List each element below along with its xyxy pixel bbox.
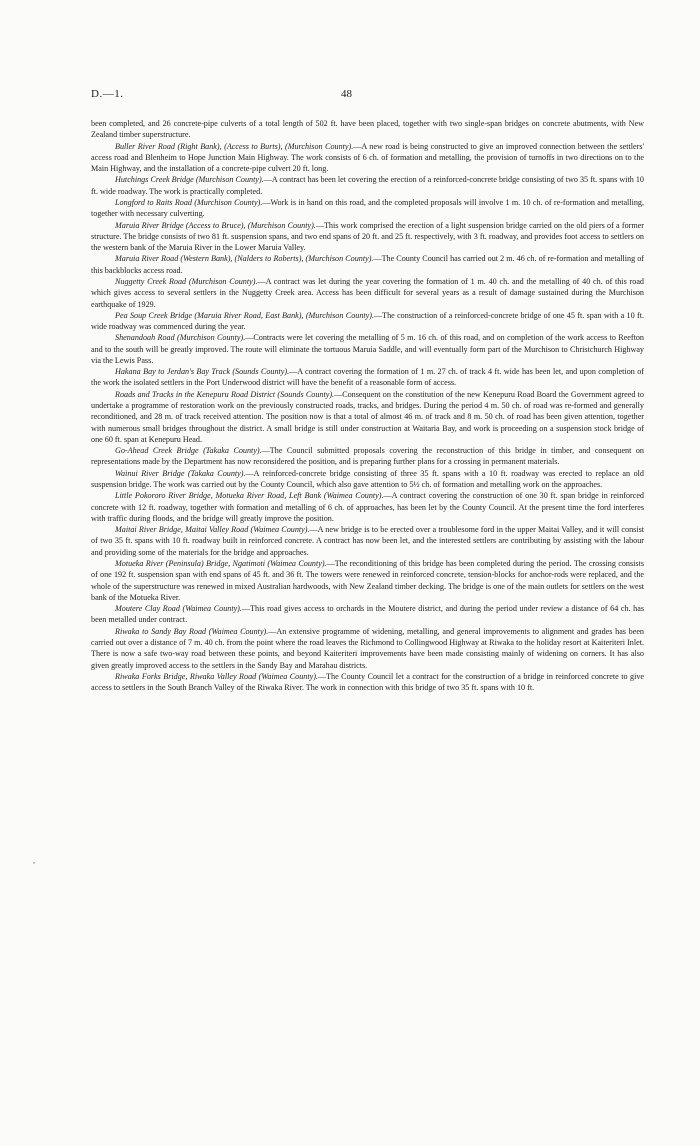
paragraph-text: —A contract has been let covering the erection of a reinforced-concrete bridge consisting of two 35 ft. spans with 10 ft. wide roadway. The work is practically completed. [91, 175, 644, 196]
paragraph-text: —A contract covering the formation of 1 m. 27 ch. of track 4 ft. wide has been let, and upon completion of the work the isolated settlers in the Port Underwood district will have the benefit of a reasonable form of access. [91, 367, 644, 388]
paragraph [91, 558, 644, 603]
margin-mark: , [33, 856, 35, 865]
paragraph [91, 220, 644, 254]
paragraph-heading: Hutchings Creek Bridge (Murchison County). [115, 175, 264, 185]
paragraph-heading: Maruia River Bridge (Access to Bruce), (Murchison County). [115, 220, 316, 230]
paragraph-heading: Buller River Road (Right Bank), (Access to Burts), (Murchison County). [115, 141, 354, 151]
paragraph-text: —The County Council let a contract for the construction of a bridge in reinforced concrete to give access to settlers in the South Branch Valley of the Riwaka River. The work in connection with this bridge of two 35 ft. spans with 10 ft. [91, 671, 644, 693]
paragraph-text: —A contract covering the construction of one 30 ft. span bridge in reinforced concrete with 12 ft. roadway, together with formation and metalling of 6 ch. of approaches, has been let by the County Council. At the present time the ford interferes with traffic during floods, and the bridge will greatly improve the position. [91, 491, 644, 523]
paragraph-heading: Go-Ahead Creek Bridge (Takaka County). [115, 446, 262, 456]
paragraph-heading: Maruia River Road (Western Bank), (Nalders to Roberts), (Murchison County). [115, 254, 374, 264]
paragraph-text: —This road gives access to orchards in the Moutere district, and during the period under review a distance of 64 ch. has been metalled under contract. [91, 604, 644, 625]
paragraph [91, 197, 644, 220]
paragraph-heading: Roads and Tracks in the Kenepuru Road District (Sounds County). [115, 389, 335, 399]
paragraph-text: —A reinforced-concrete bridge consisting of three 35 ft. spans with a 10 ft. roadway was erected to replace an old suspension bridge. The work was carried out by the County Council, which also gave attention to 5½ ch. of formation and metalling work on the approaches. [91, 468, 644, 489]
page-reference: D.—1. [91, 88, 124, 100]
paragraph [91, 490, 644, 524]
paragraph-text: —An extensive programme of widening, metalling, and general improvements to alignment and grades has been carried out over a distance of 7 m. 40 ch. from the point where the road leaves the Richmond to Collingwood Highway at Riwaka to the holiday resort at Kaiteriteri Inlet. There is now a safe two-way road between these points, and beyond Kaiteriteri improvements have been made consisting mainly of widening on corners. It has also given greatly improved access to the settlers in the Sandy Bay and Marahau districts. [91, 626, 644, 670]
paragraph [91, 445, 644, 468]
paragraph [91, 310, 644, 333]
paragraph-text: —The County Council has carried out 2 m. 46 ch. of re-formation and metalling of this backblocks access road. [91, 254, 644, 275]
paragraph-heading: Riwaka Forks Bridge, Riwaka Valley Road (Waimea County). [115, 671, 318, 681]
paragraph-heading: Pea Soup Creek Bridge (Maruia River Road, East Bank), (Murchison County). [115, 310, 374, 320]
paragraph [91, 174, 644, 197]
paragraph [91, 671, 644, 694]
paragraph-heading: Moutere Clay Road (Waimea County). [115, 604, 242, 614]
paragraph-text: been completed, and 26 concrete-pipe culverts of a total length of 502 ft. have been placed, together with two single-span bridges on concrete abutments, with New Zealand timber superstructure. [91, 119, 644, 140]
paragraph-heading: Longford to Raits Road (Murchison County). [115, 197, 263, 207]
paragraph-heading: Shenandoah Road (Murchison County). [115, 333, 246, 343]
paragraph-heading: Hakana Bay to Jerdan's Bay Track (Sounds County). [115, 367, 290, 377]
paragraph-heading: Maitai River Bridge, Maitai Valley Road (Waimea County). [115, 525, 310, 535]
paragraph-heading: Little Pokororo River Bridge, Motueka River Road, Left Bank (Waimea County). [115, 491, 384, 501]
paragraph-text: —Consequent on the constitution of the new Kenepuru Road Board the Government agreed to undertake a programme of restoration work on the previously constructed roads, tracks, and bridges. During the period 4 m. 50 ch. of road was re-formed and generally reconditioned, and 28 m. of track received attention. The position now is that a total of almost 46 m. of track and 8 m. 50 ch. of road has been given attention, together with numerous small bridges throughout the district. A small bridge is still under construction at Waitaria Bay, and work is proceeding on a suspension stock bridge of one 60 ft. span at Kenepuru Head. [91, 389, 644, 444]
paragraph [91, 253, 644, 276]
paragraph [91, 332, 644, 366]
paragraph-heading: Wainui River Bridge (Takaka County). [115, 468, 246, 478]
paragraph [91, 626, 644, 671]
paragraph [91, 389, 644, 445]
paragraph-heading: Riwaka to Sandy Bay Road (Waimea County). [115, 626, 269, 636]
paragraph-text: —Work is in hand on this road, and the completed proposals will involve 1 m. 10 ch. of re-formation and metalling, together with necessary culverting. [91, 197, 644, 219]
paragraph-text: —This work comprised the erection of a light suspension bridge carried on the old piers of a former structure. The bridge consists of two 81 ft. suspension spans, and two end spans of 20 ft. and 25 ft. respectively, with 3 ft. roadway, and provides foot access to settlers on the western bank of the Maruia River in the Lower Maruia Valley. [91, 220, 644, 253]
paragraph-text: —The reconditioning of this bridge has been completed during the period. The crossing consists of one 192 ft. suspension span with end spans of 45 ft. and 36 ft. The towers were renewed in reinforced concrete, tension-blocks for anchor-rods were replaced, and the whole of the superstructure was renewed in mixed Australian hardwoods, with New Zealand timber decking. The bridge is one of the main outlets for settlers on the west bank of the Motueka River. [91, 558, 644, 602]
paragraph [91, 118, 644, 141]
body-text [91, 118, 644, 693]
paragraph [91, 276, 644, 310]
paragraph-text: —A contract was let during the year covering the formation of 1 m. 40 ch. and the metalling of 40 ch. of this road which gives access to several settlers in the Nuggetty Creek area. Access has been difficult for several years as a result of damage sustained during the Murchison earthquake of 1929. [91, 276, 644, 309]
paragraph [91, 468, 644, 491]
paragraph [91, 603, 644, 626]
paragraph-heading: Nuggetty Creek Road (Murchison County). [115, 276, 258, 286]
page-number: 48 [341, 88, 352, 100]
paragraph [91, 366, 644, 389]
paragraph [91, 141, 644, 175]
paragraph [91, 524, 644, 558]
paragraph-text: —The construction of a reinforced-concrete bridge of one 45 ft. span with a 10 ft. wide roadway was commenced during the year. [91, 310, 644, 332]
paragraph-text: —A new road is being constructed to give an improved connection between the settlers' access road and Blenheim to Hope Junction Main Highway. The work consists of 6 ch. of formation and metalling, the provision of turnoffs in two directions on to the Main Highway, and the installation of a concrete-pipe culvert 20 ft. long. [91, 141, 644, 174]
paragraph-text: —A new bridge is to be erected over a troublesome ford in the upper Maitai Valley, and it will consist of two 35 ft. spans with 10 ft. roadway built in reinforced concrete. A contract has now been let, and the interested settlers are contributing by assisting with the labour and providing some of the materials for the bridge and approaches. [91, 525, 644, 557]
paragraph-text: —Contracts were let covering the metalling of 5 m. 16 ch. of this road, and on completion of the work access to Reefton and to the south will be greatly improved. The route will eliminate the tortuous Maruia Saddle, and will eventually form part of the Murchison to Christchurch Highway via the Lewis Pass. [91, 333, 644, 365]
page-header [91, 88, 644, 104]
paragraph-text: —The Council submitted proposals covering the reconstruction of this bridge in timber, and consequent on representations made by the Department has now reconsidered the position, and is preparing further plans for a crossing in permanent materials. [91, 446, 644, 467]
paragraph-heading: Motueka River (Peninsula) Bridge, Ngatimoti (Waimea County). [115, 558, 327, 568]
